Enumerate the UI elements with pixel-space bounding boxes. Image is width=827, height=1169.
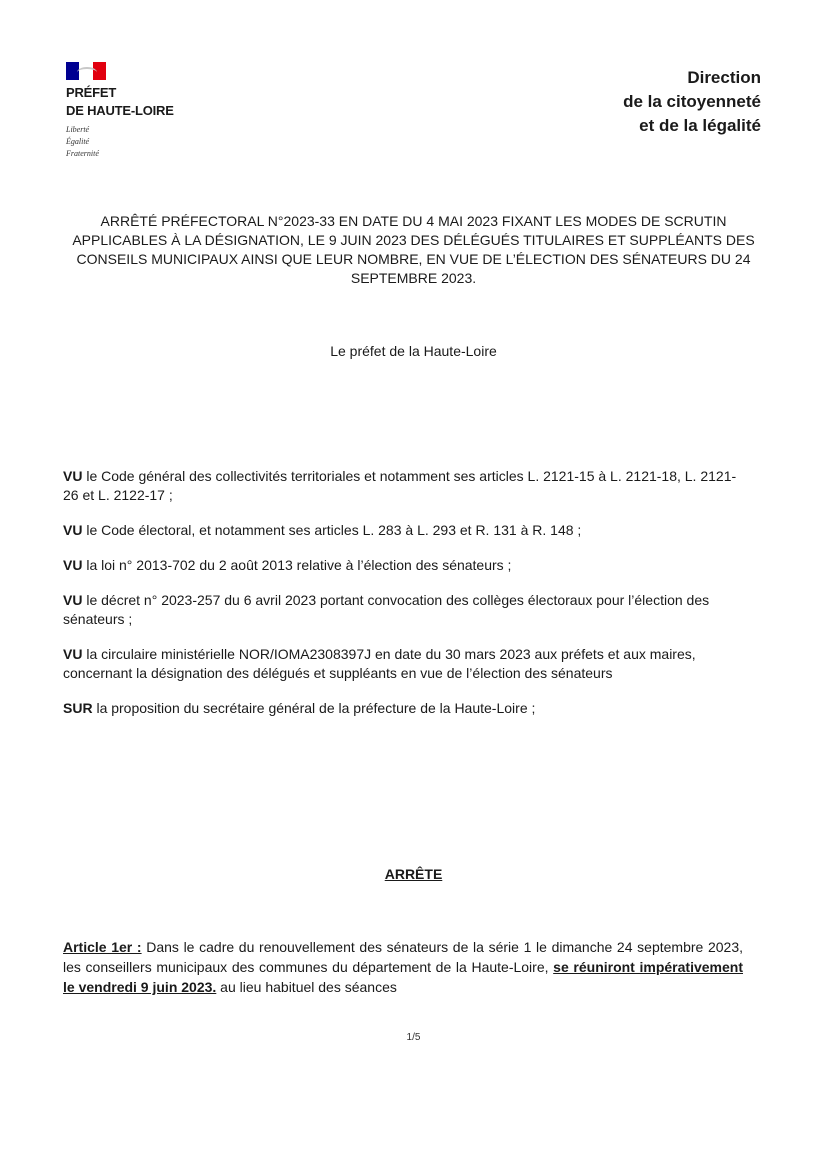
arrete-heading: ARRÊTE [384, 866, 443, 882]
visas-list [63, 467, 743, 734]
motto-egalite: Égalité [66, 137, 90, 146]
prefet-line: Le préfet de la Haute-Loire [330, 343, 497, 359]
org-name-line2: DE HAUTE-LOIRE [66, 103, 174, 118]
article-1 [63, 937, 743, 997]
motto-liberte: Liberté [66, 125, 90, 134]
direction-line1: Direction [687, 68, 761, 87]
marianne-flag-icon [66, 62, 106, 80]
visa-item: VU le décret n° 2023-257 du 6 avril 2023 portant convocation des collèges électoraux pour l’élection des sénateurs ; [63, 592, 710, 627]
article-1-emphasis: se réuniront impérativement le vendredi 9 juin 2023. [63, 959, 743, 995]
direction-line2: de la citoyenneté [623, 92, 761, 111]
article-1-text-before: Dans le cadre du renouvellement des sénateurs de la série 1 le dimanche 24 septembre 2023, les conseillers municipaux des communes du département de la Haute-Loire, [63, 939, 743, 975]
direction-line3: et de la légalité [639, 116, 761, 135]
prefecture-logo [66, 62, 226, 160]
direction-heading [623, 66, 761, 138]
visa-item: VU le Code électoral, et notamment ses articles L. 283 à L. 293 et R. 131 à R. 148 ; [63, 522, 582, 538]
republic-motto [66, 124, 226, 160]
visa-item: VU la loi n° 2013-702 du 2 août 2013 relative à l’élection des sénateurs ; [63, 557, 512, 573]
org-name-line1: PRÉFET [66, 85, 117, 100]
motto-fraternite: Fraternité [66, 149, 99, 158]
article-1-label: Article 1er : [63, 939, 142, 955]
visa-item: VU la circulaire ministérielle NOR/IOMA2308397J en date du 30 mars 2023 aux préfets et aux maires, concernant la désignation des délégués et suppléants en vue de l’élection des sénateurs [63, 646, 696, 681]
visa-item: SUR la proposition du secrétaire général de la préfecture de la Haute-Loire ; [63, 700, 536, 716]
article-1-text-after: au lieu habituel des séances [216, 979, 397, 995]
visa-item: VU le Code général des collectivités territoriales et notamment ses articles L. 2121-15 à L. 2121-18, L. 2121-26 et L. 2122-17 ; [63, 468, 737, 503]
arrete-title: ARRÊTÉ PRÉFECTORAL N°2023-33 EN DATE DU 4 MAI 2023 FIXANT LES MODES DE SCRUTIN APPLICABLES À LA DÉSIGNATION, LE 9 JUIN 2023 DES DÉLÉGUÉS TITULAIRES ET SUPPLÉANTS DES CONSEILS MUNICIPAUX AINSI QUE LEUR NOMBRE, EN VUE DE L’ÉLECTION DES SÉNATEURS DU 24 SEPTEMBRE 2023. [72, 213, 755, 286]
page-number: 1/5 [406, 1032, 421, 1043]
